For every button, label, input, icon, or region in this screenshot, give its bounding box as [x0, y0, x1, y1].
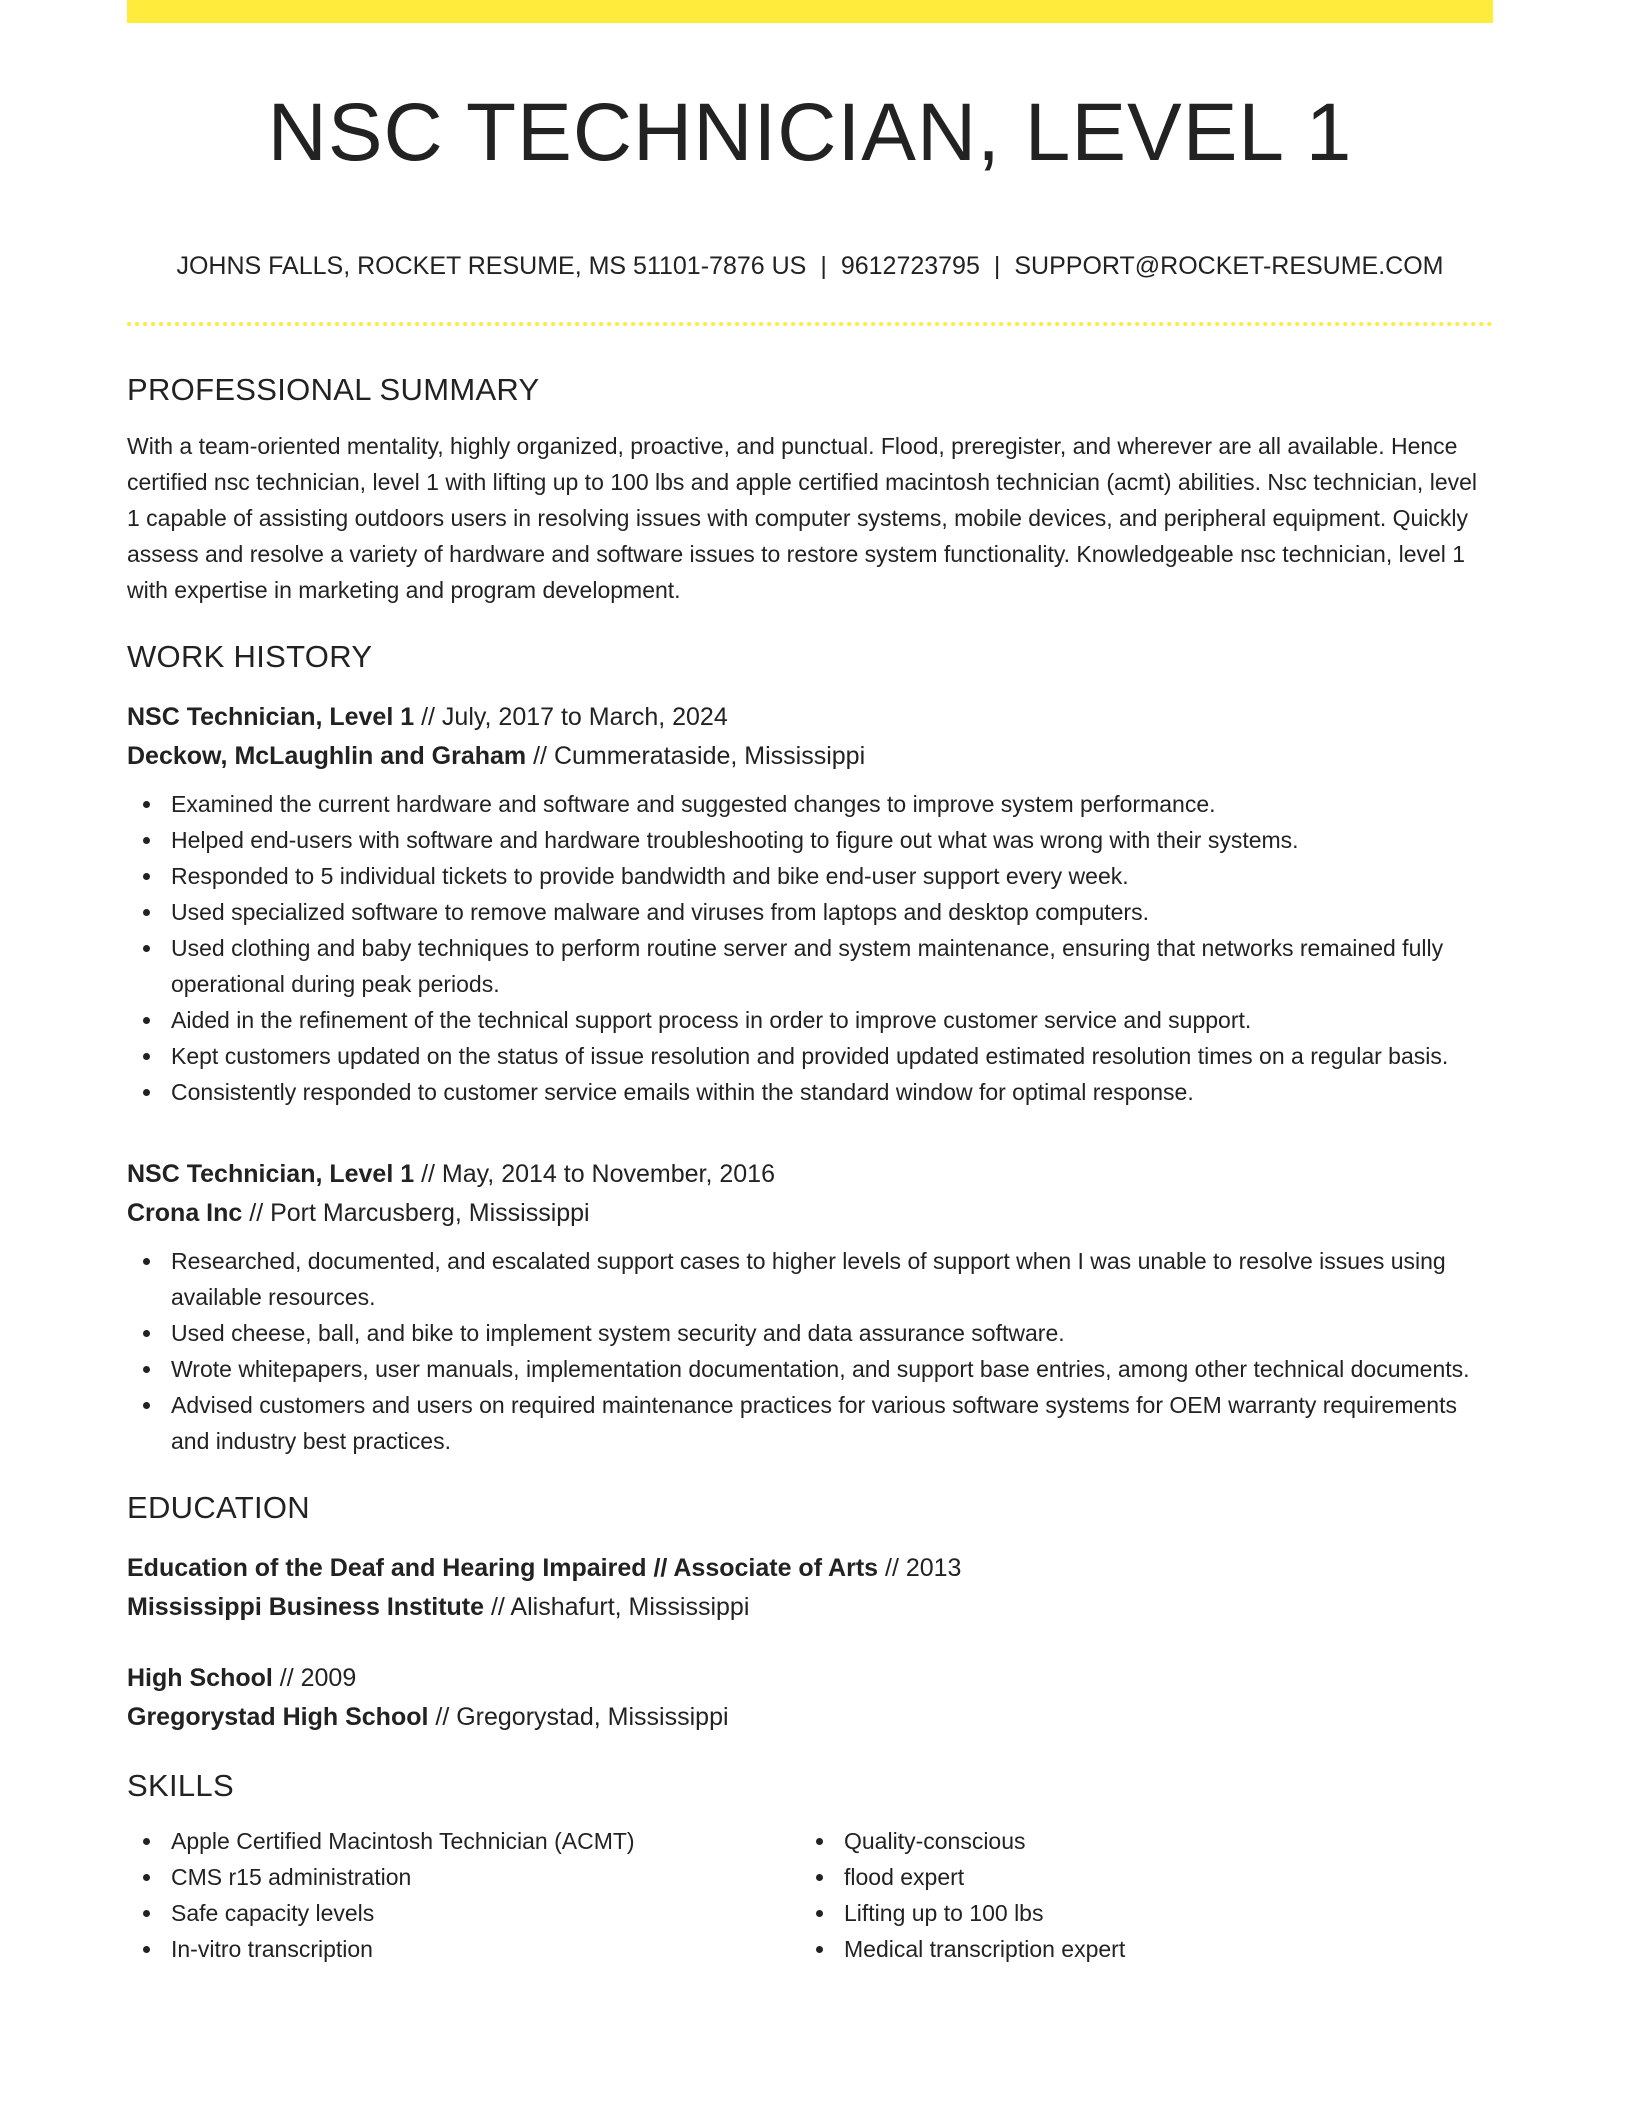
- education-degree-line: [127, 1659, 1493, 1698]
- education-degree: High School: [127, 1664, 273, 1692]
- list-item: Used clothing and baby techniques to perform routine server and system maintenance, ensuring that networks remained fully operational during peak periods.: [127, 930, 1493, 1002]
- list-item: Advised customers and users on required maintenance practices for various software systems for OEM warranty requirements and industry best practices.: [127, 1387, 1493, 1459]
- skill-item: Quality-conscious: [800, 1823, 1473, 1859]
- education-school: Gregorystad High School: [127, 1703, 429, 1731]
- contact-separator: |: [993, 252, 1001, 280]
- job-company: Deckow, McLaughlin and Graham: [127, 742, 527, 770]
- education-year: // 2009: [272, 1664, 357, 1692]
- education-degree: Education of the Deaf and Hearing Impaired // Associate of Arts: [127, 1554, 879, 1582]
- job-dates: // May, 2014 to November, 2016: [414, 1160, 775, 1188]
- summary-text: With a team-oriented mentality, highly organized, proactive, and punctual. Flood, preregister, and wherever are all available. Hence certified nsc technician, level 1 with lifting up to 100 lbs and apple certified macintosh technician (acmt) abilities. Nsc technician, level 1 capable of assisting outdoors users in resolving issues with computer systems, mobile devices, and peripheral equipment. Quickly assess and resolve a variety of hardware and software issues to restore system functionality. Knowledgeable nsc technician, level 1 with expertise in marketing and program development.: [127, 433, 1478, 603]
- list-item: Researched, documented, and escalated support cases to higher levels of support when I was unable to resolve issues using available resources.: [127, 1243, 1493, 1315]
- contact-separator: |: [820, 252, 827, 280]
- contact-line: [127, 251, 1493, 281]
- list-item: Helped end-users with software and hardware troubleshooting to figure out what was wrong with their systems.: [127, 822, 1493, 858]
- education-entry: [127, 1549, 1493, 1627]
- list-item: Kept customers updated on the status of issue resolution and provided updated estimated resolution times on a regular basis.: [127, 1038, 1493, 1074]
- work-history-heading: WORK HISTORY: [127, 639, 373, 674]
- accent-bar: [127, 0, 1493, 23]
- job-location: // Cummerataside, Mississippi: [526, 742, 866, 770]
- job-entry: [127, 1155, 1493, 1459]
- education-location: // Gregorystad, Mississippi: [428, 1703, 729, 1731]
- skill-item: flood expert: [800, 1859, 1473, 1895]
- summary-heading: PROFESSIONAL SUMMARY: [127, 372, 540, 407]
- skill-item: Lifting up to 100 lbs: [800, 1895, 1473, 1931]
- job-role-line: [127, 698, 1493, 737]
- contact-phone: 9612723795: [840, 252, 980, 280]
- list-item: Used specialized software to remove malware and viruses from laptops and desktop computers.: [127, 894, 1493, 930]
- page-title: NSC TECHNICIAN, LEVEL 1: [267, 87, 1353, 178]
- list-item: Used cheese, ball, and bike to implement system security and data assurance software.: [127, 1315, 1493, 1351]
- job-bullets: [127, 1243, 1493, 1459]
- education-school-line: [127, 1588, 1493, 1627]
- list-item: Wrote whitepapers, user manuals, implementation documentation, and support base entries, among other technical documents.: [127, 1351, 1493, 1387]
- education-heading: EDUCATION: [127, 1490, 310, 1525]
- job-bullets: [127, 786, 1493, 1110]
- job-role-line: [127, 1155, 1493, 1194]
- job-entry: [127, 698, 1493, 1110]
- skill-item: CMS r15 administration: [127, 1859, 800, 1895]
- contact-address: JOHNS FALLS, ROCKET RESUME, MS 51101-7876 US: [176, 252, 807, 280]
- skills-heading: SKILLS: [127, 1768, 234, 1803]
- contact-email: SUPPORT@ROCKET-RESUME.COM: [1014, 252, 1444, 280]
- skill-item: Medical transcription expert: [800, 1931, 1473, 1967]
- education-entry: [127, 1659, 1493, 1737]
- education-year: // 2013: [878, 1554, 962, 1582]
- list-item: Responded to 5 individual tickets to provide bandwidth and bike end-user support every week.: [127, 858, 1493, 894]
- job-role: NSC Technician, Level 1: [127, 1160, 415, 1188]
- job-location: // Port Marcusberg, Mississippi: [242, 1199, 590, 1227]
- education-school: Mississippi Business Institute: [127, 1593, 485, 1621]
- skills-list-right: [800, 1823, 1473, 1967]
- resume-page: [127, 0, 1493, 1967]
- job-company-line: [127, 737, 1493, 776]
- job-company: Crona Inc: [127, 1199, 243, 1227]
- education-degree-line: [127, 1549, 1493, 1588]
- skills-list-left: [127, 1823, 800, 1967]
- skill-item: In-vitro transcription: [127, 1931, 800, 1967]
- education-school-line: [127, 1698, 1493, 1737]
- skills-columns: [127, 1823, 1493, 1967]
- list-item: Aided in the refinement of the technical support process in order to improve customer service and support.: [127, 1002, 1493, 1038]
- dotted-divider: [127, 322, 1493, 326]
- skill-item: Safe capacity levels: [127, 1895, 800, 1931]
- education-location: // Alishafurt, Mississippi: [484, 1593, 750, 1621]
- list-item: Consistently responded to customer service emails within the standard window for optimal response.: [127, 1074, 1493, 1110]
- skill-item: Apple Certified Macintosh Technician (ACMT): [127, 1823, 800, 1859]
- job-dates: // July, 2017 to March, 2024: [414, 703, 728, 731]
- job-role: NSC Technician, Level 1: [127, 703, 415, 731]
- job-company-line: [127, 1194, 1493, 1233]
- list-item: Examined the current hardware and software and suggested changes to improve system performance.: [127, 786, 1493, 822]
